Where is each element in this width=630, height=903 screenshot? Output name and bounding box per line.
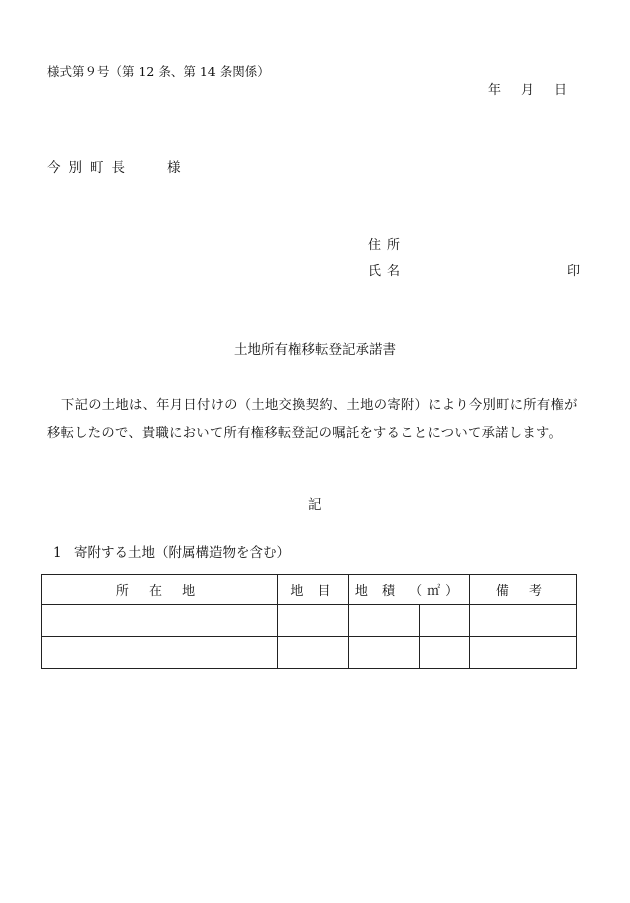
document-title: 土地所有権移転登記承諾書 <box>234 342 396 358</box>
date-line <box>488 84 567 97</box>
recipient-name: 今別町長 <box>47 160 133 176</box>
cell-remarks[interactable] <box>470 605 577 637</box>
section-title: 寄附する土地（附属構造物を含む） <box>74 545 290 561</box>
date-day-label: 日 <box>554 83 568 98</box>
land-table <box>41 574 577 669</box>
recipient-honorific: 様 <box>167 160 181 176</box>
name-label: 氏名 <box>368 264 407 279</box>
date-year-label: 年 <box>488 83 502 98</box>
section-number: 1 <box>53 545 62 561</box>
seal-mark: 印 <box>567 264 581 279</box>
form-number: 様式第９号（第 12 条、第 14 条関係） <box>47 64 270 79</box>
header-land-category: 地 目 <box>278 575 349 605</box>
date-month-label: 月 <box>521 83 535 98</box>
cell-area-integer[interactable] <box>349 605 420 637</box>
body-text: 下記の土地は、年月日付けの（土地交換契約、土地の寄附）により今別町に所有権が移転したので、貴職において所有権移転登記の嘱託をすることについて承諾します。 <box>47 398 578 441</box>
header-location: 所 在 地 <box>42 575 278 605</box>
cell-location[interactable] <box>42 605 278 637</box>
header-area: 地 積 （㎡） <box>349 575 470 605</box>
table-row <box>42 637 577 669</box>
table-row <box>42 605 577 637</box>
ki-heading: 記 <box>308 497 322 513</box>
address-label: 住所 <box>368 238 407 253</box>
cell-remarks[interactable] <box>470 637 577 669</box>
cell-location[interactable] <box>42 637 278 669</box>
cell-land-category[interactable] <box>278 605 349 637</box>
cell-area-integer[interactable] <box>349 637 420 669</box>
table-header-row <box>42 575 577 605</box>
cell-land-category[interactable] <box>278 637 349 669</box>
cell-area-decimal[interactable] <box>420 605 470 637</box>
cell-area-decimal[interactable] <box>420 637 470 669</box>
header-remarks: 備 考 <box>470 575 577 605</box>
